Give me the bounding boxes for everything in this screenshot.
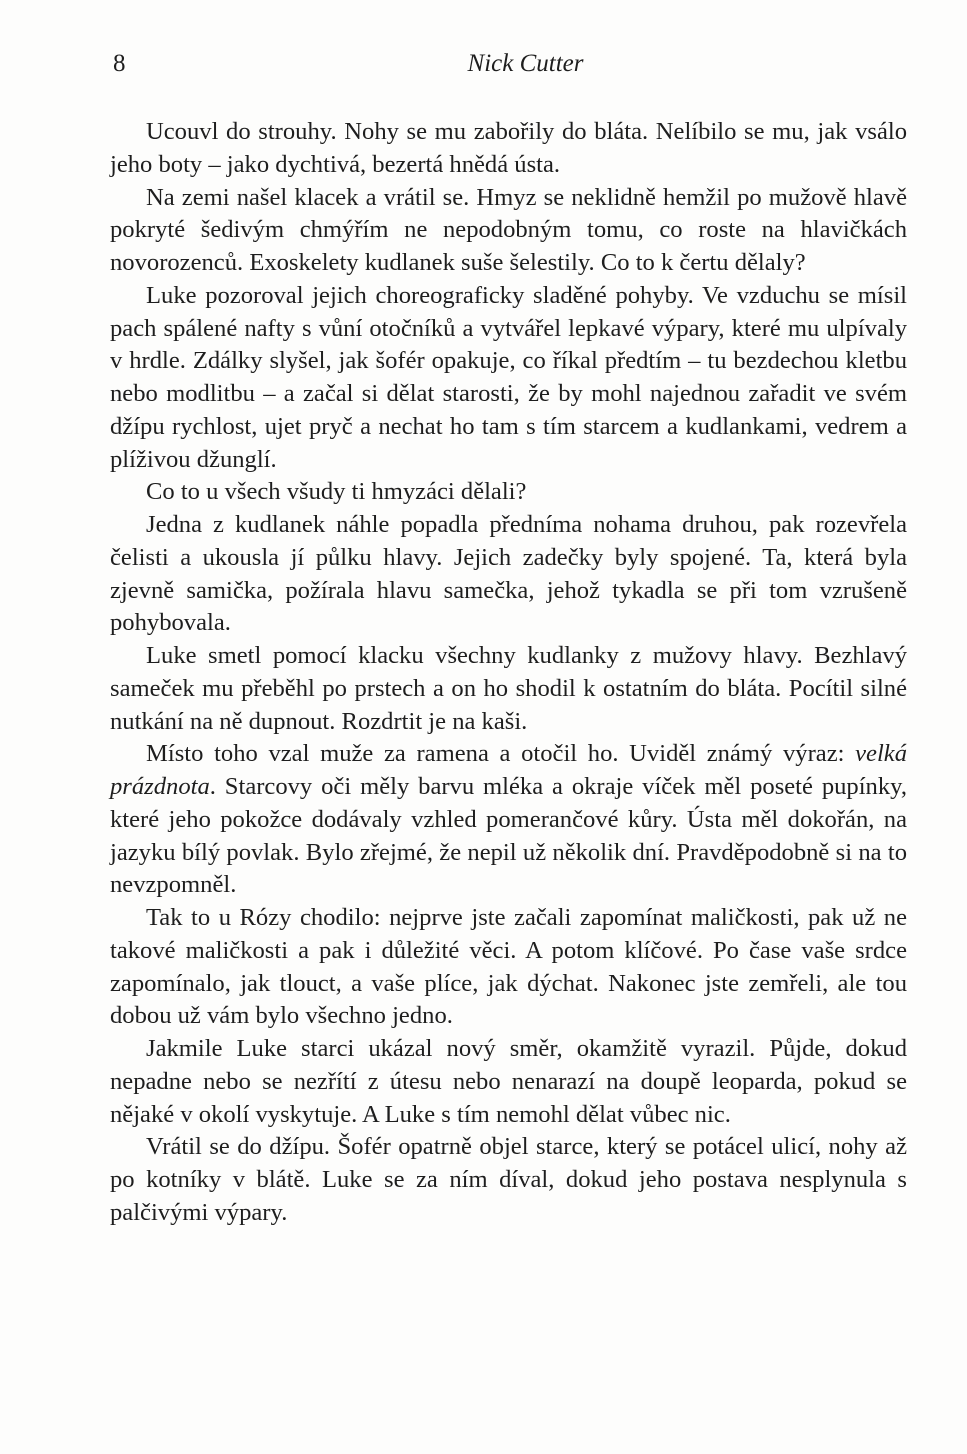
- paragraph-8: Tak to u Rózy chodilo: nejprve jste začali zapomínat maličkosti, pak už ne takové maličkosti a pak i důležité věci. A potom klíčové. Po čase vaše srdce zapomínalo, jak tlouct, a vaše plíce, jak dýchat. Nakonec jste zemřeli, ale tou dobou už vám bylo všechno jedno.: [110, 904, 907, 1030]
- paragraph-3: Luke pozoroval jejich choreograficky sladěné pohyby. Ve vzduchu se mísil pach spálené nafty s vůní otočníků a vytvářel lepkavé výpary, které mu ulpívaly v hrdle. Zdálky slyšel, jak šofér opakuje, co říkal předtím – tu bezdechou kletbu nebo modlitbu – a začal si dělat starosti, že by mohl najednou zařadit ve svém džípu rychlost, ujet pryč a nechat ho tam s tím starcem a kudlankami, vedrem a plíživou džunglí.: [110, 281, 907, 473]
- paragraph-7-before: Místo toho vzal muže za ramena a otočil ho. Uviděl známý výraz:: [146, 740, 856, 768]
- paragraph-7: [110, 738, 907, 902]
- paragraph-9: Jakmile Luke starci ukázal nový směr, okamžitě vyrazil. Půjde, dokud nepadne nebo se nezřítí z útesu nebo nenarazí na doupě leoparda, pokud se nějaké v okolí vyskytuje. A Luke s tím nemohl dělat vůbec nic.: [110, 1035, 907, 1128]
- paragraph-1: Ucouvl do strouhy. Nohy se mu zabořily do bláta. Nelíbilo se mu, jak vsálo jeho boty – jako dychtivá, bezertá hnědá ústa.: [110, 118, 907, 178]
- paragraph-6: Luke smetl pomocí klacku všechny kudlanky z mužovy hlavy. Bezhlavý sameček mu přeběhl po prstech a on ho shodil k ostatním do bláta. Pocítil silné nutkání na ně dupnout. Rozdrtit je na kaši.: [110, 642, 907, 735]
- paragraph-2: Na zemi našel klacek a vrátil se. Hmyz se neklidně hemžil po mužově hlavě pokryté šedivým chmýřím ne nepodobným tomu, co roste na hlavičkách novorozenců. Exoskelety kudlanek suše šelestily. Co to k čertu dělaly?: [110, 183, 907, 276]
- paragraph-5: Jedna z kudlanek náhle popadla předníma nohama druhou, pak rozevřela čelisti a ukousla jí půlku hlavy. Jejich zadečky byly spojené. Ta, která byla zjevně samička, požírala hlavu samečka, jehož tykadla se při tom vzrušeně pohybovala.: [110, 511, 907, 637]
- paragraph-7-italic: velká prázdnota: [110, 740, 907, 800]
- page-number: 8: [113, 50, 126, 77]
- paragraph-7-after: . Starcovy oči měly barvu mléka a okraje víček měl poseté pupínky, které jeho pokožce dodávaly vzhled pomerančové kůry. Ústa měl dokořán, na jazyku bílý povlak. Bylo zřejmé, že nepil už několik dní. Pravděpodobně si na to nevzpomněl.: [110, 773, 907, 899]
- paragraph-4: Co to u všech všudy ti hmyzáci dělali?: [146, 478, 527, 506]
- paragraph-10: Vrátil se do džípu. Šofér opatrně objel starce, který se potácel ulicí, nohy až po kotníky v blátě. Luke se za ním díval, dokud jeho postava nesplynula s palčivými výpary.: [110, 1133, 907, 1226]
- running-title: Nick Cutter: [467, 50, 584, 77]
- page-header: [113, 50, 908, 86]
- body-text: [110, 116, 907, 1230]
